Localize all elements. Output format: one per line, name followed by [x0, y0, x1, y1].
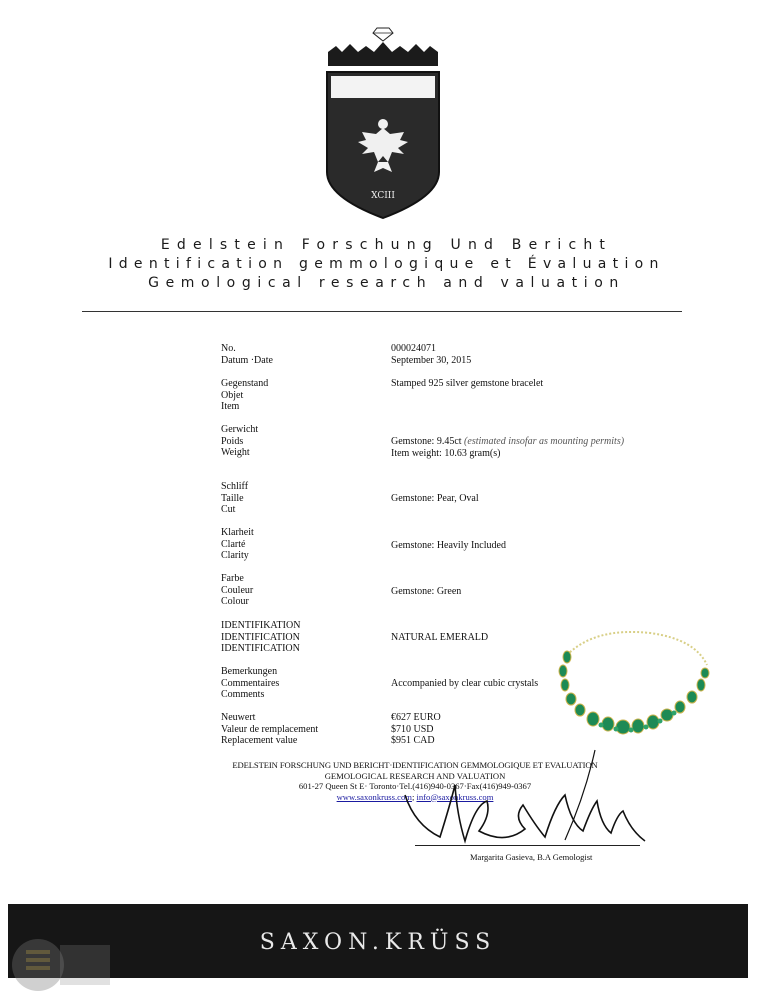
comments-labels: [221, 666, 279, 701]
cut-label-en: Cut: [221, 504, 236, 515]
brand-banner: [8, 904, 748, 978]
colour-label-de: Farbe: [221, 573, 244, 584]
item-weight: Item weight: 10.63 gram(s): [391, 447, 501, 459]
item-label-en: Item: [221, 401, 240, 412]
heading-french: Identification gemmologique et Évaluation: [108, 256, 665, 272]
colour-value: Gemstone: Green: [391, 586, 462, 597]
website-link[interactable]: www.saxonkruss.com: [336, 791, 412, 802]
value-cad: $951 CAD: [391, 735, 435, 746]
clarity-labels: [221, 527, 254, 562]
colour-label-fr: Couleur: [221, 584, 254, 596]
item-value: Stamped 925 silver gemstone bracelet: [391, 378, 544, 389]
colour-label-en: Colour: [221, 596, 249, 607]
weight-values: [391, 436, 624, 459]
contact-separator: ;: [411, 791, 417, 802]
cut-value: Gemstone: Pear, Oval: [391, 493, 479, 504]
weight-label-de: Gerwicht: [221, 424, 259, 435]
signature: [395, 745, 655, 865]
date-label: Datum ·Date: [221, 354, 273, 366]
identification-value: NATURAL EMERALD: [391, 632, 489, 643]
diamond-icon: [373, 28, 393, 41]
identification-label-fr: IDENTIFICATION: [221, 631, 300, 643]
clarity-label-de: Klarheit: [221, 527, 254, 538]
bracelet-photo: [555, 625, 715, 755]
weight-note: (estimated insofar as mounting permits): [464, 436, 625, 447]
cut-label-fr: Taille: [221, 492, 244, 504]
identification-label-de: IDENTIFIKATION: [221, 620, 301, 631]
weight-label-en: Weight: [221, 447, 250, 458]
crest-numeral: XCIII: [371, 191, 395, 201]
number-label: No.: [221, 343, 236, 354]
item-labels: [221, 378, 268, 413]
clarity-label-en: Clarity: [221, 550, 249, 561]
colour-labels: [221, 573, 253, 608]
comments-label-de: Bemerkungen: [221, 666, 278, 677]
comments-label-fr: Commentaires: [221, 677, 280, 689]
item-label-fr: Objet: [221, 389, 244, 401]
replacement-label-de: Neuwert: [221, 712, 256, 723]
replacement-label-fr: Valeur de remplacement: [221, 723, 319, 735]
crest-logo: [322, 22, 444, 222]
replacement-labels: [221, 712, 318, 747]
heading-german: Edelstein Forschung Und Bericht: [160, 237, 613, 253]
identification-labels: [221, 620, 300, 655]
signature-line: [415, 845, 640, 846]
replacement-label-en: Replacement value: [221, 735, 298, 746]
comments-label-en: Comments: [221, 689, 265, 700]
gemstone-weight: Gemstone: 9.45ct: [391, 436, 462, 447]
heading-divider: [82, 311, 682, 312]
clarity-value: Gemstone: Heavily Included: [391, 540, 506, 551]
brand-name: SAXON.KRÜSS: [259, 930, 497, 955]
crown-icon: [328, 42, 438, 66]
issuer-name: EDELSTEIN FORSCHUNG UND BERICHT·IDENTIFICATION GEMMOLOGIQUE ET EVALUATION: [232, 760, 598, 770]
weight-labels: [221, 424, 258, 459]
auction-watermark: [8, 925, 113, 995]
item-label-de: Gegenstand: [221, 378, 269, 389]
report-number: 000024071: [391, 343, 436, 354]
issuer-subtitle: GEMOLOGICAL RESEARCH AND VALUATION: [324, 770, 506, 781]
number-date-labels: [221, 343, 273, 366]
value-euro: €627 EURO: [391, 712, 441, 723]
weight-label-fr: Poids: [221, 435, 244, 447]
clarity-label-fr: Clarté: [221, 538, 246, 550]
cut-label-de: Schliff: [221, 481, 249, 492]
replacement-values: [391, 712, 441, 747]
report-date: September 30, 2015: [391, 354, 472, 366]
identification-label-en: IDENTIFICATION: [221, 643, 300, 654]
certificate-headings: [0, 236, 773, 293]
email-link[interactable]: info@saxonkruss.com: [416, 791, 494, 802]
number-date-values: [391, 343, 471, 366]
comments-value: Accompanied by clear cubic crystals: [391, 678, 539, 689]
heading-english: Gemological research and valuation: [148, 275, 625, 291]
value-usd: $710 USD: [391, 723, 434, 735]
issuer-address: 601-27 Queen St E· Toronto·Tel.(416)940-0367·Fax(416)949-0367: [298, 781, 532, 791]
gemologist-name: Margarita Gasieva, B.A Gemologist: [470, 852, 593, 862]
cut-labels: [221, 481, 248, 516]
